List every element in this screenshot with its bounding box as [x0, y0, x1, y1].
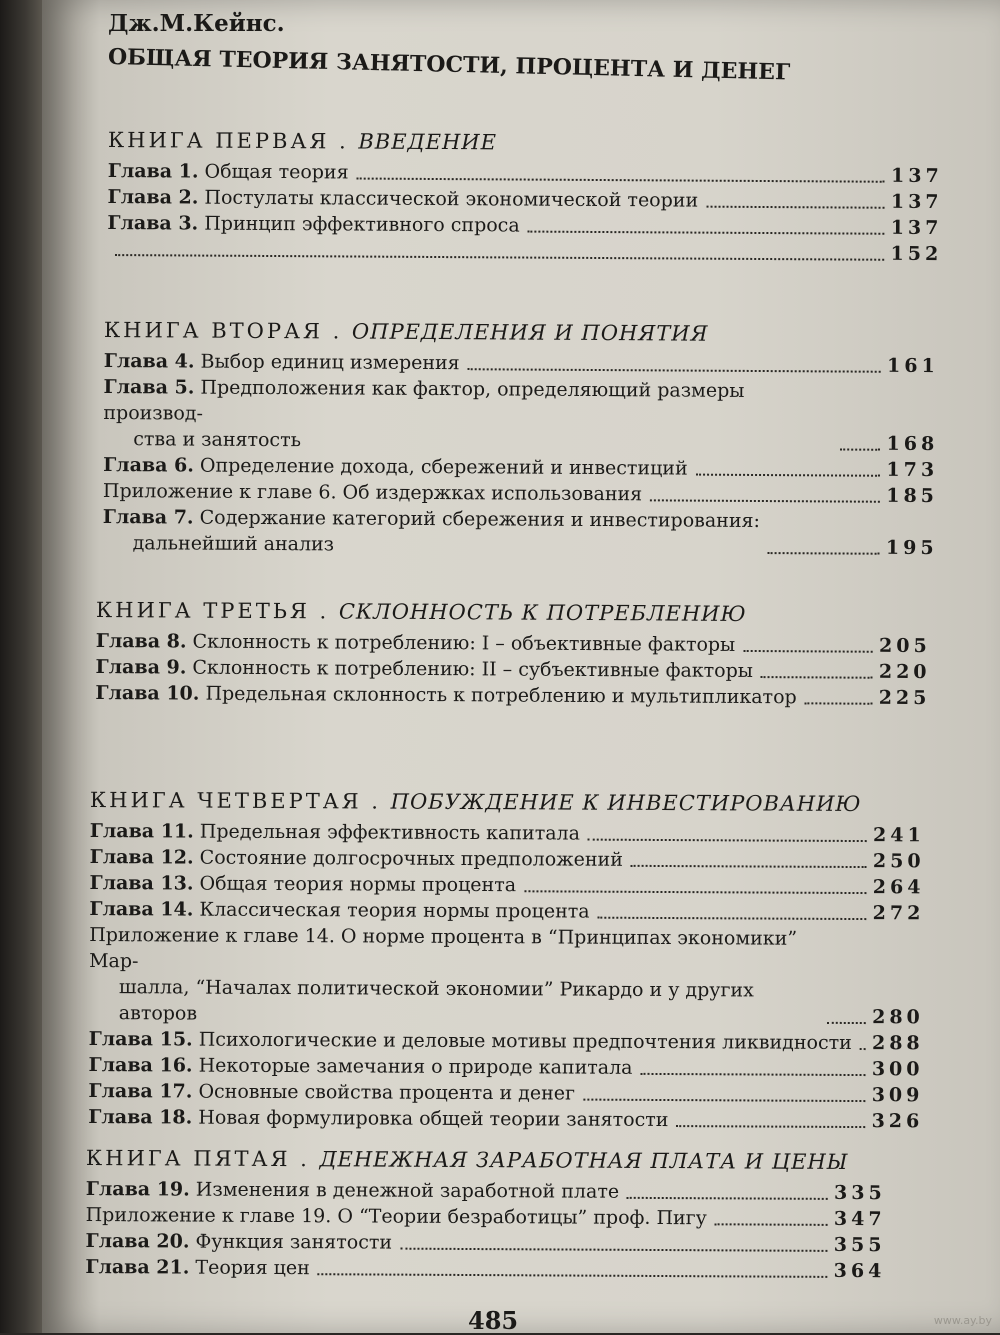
dot-leader — [640, 1073, 865, 1076]
book-spine-shadow — [0, 0, 42, 1333]
book-name: КНИГА ПЕРВАЯ — [107, 128, 330, 154]
page-number: 335 — [834, 1181, 886, 1205]
page-number: 264 — [872, 876, 925, 899]
dot-leader — [357, 178, 885, 183]
page-number: 250 — [872, 850, 925, 873]
chapter-number: Глава 11. — [89, 819, 194, 843]
chapter-number: Глава 21. — [85, 1255, 190, 1279]
dot-leader — [627, 1197, 828, 1200]
book-section-2 — [103, 318, 939, 561]
chapter-title: Основные свойства процента и денег — [198, 1080, 576, 1105]
chapter-title: Предельная эффективность капитала — [199, 820, 581, 845]
dot-leader — [715, 1223, 828, 1226]
chapter-title: Общая теория нормы процента — [199, 872, 517, 897]
appendix-title: Приложение к главе 6. Об издержках использования — [102, 479, 643, 506]
dot-leader — [588, 839, 867, 842]
chapter-title: Общая теория — [204, 160, 349, 184]
book-subtitle: ПОБУЖДЕНИЕ К ИНВЕСТИРОВАНИЮ — [390, 789, 862, 817]
chapter-number: Глава 1. — [107, 159, 199, 183]
chapter-number: Глава 15. — [88, 1027, 193, 1051]
chapter-title: Классическая теория нормы процента — [199, 898, 590, 923]
dot-leader — [676, 1125, 865, 1128]
book-header: КНИГА ТРЕТЬЯ . СКЛОННОСТЬ К ПОТРЕБЛЕНИЮ — [95, 598, 747, 626]
chapter-number: Глава 4. — [103, 349, 195, 373]
chapter-title: Склонность к потреблению: I – объективные факторы — [192, 630, 736, 656]
chapter-number: Глава 14. — [89, 897, 194, 921]
page-number: 364 — [833, 1259, 886, 1283]
dot-leader — [115, 254, 884, 261]
page-number: 137 — [890, 190, 943, 214]
toc-entry[interactable] — [95, 680, 930, 711]
dot-leader — [827, 1022, 866, 1024]
page-number: 309 — [871, 1084, 924, 1107]
chapter-title-continuation: ства и занятость — [133, 428, 302, 452]
chapter-number: Глава 12. — [89, 845, 194, 869]
chapter-number: Глава 2. — [107, 185, 199, 209]
page-number: 347 — [833, 1207, 886, 1231]
toc-entry[interactable] — [88, 1104, 923, 1134]
dot-leader — [805, 702, 873, 704]
toc-entry[interactable] — [89, 922, 925, 1030]
chapter-number: Глава 20. — [85, 1229, 190, 1253]
appendix-title: Приложение к главе 19. О “Теории безработицы” проф. Пигу — [85, 1203, 707, 1230]
book-name: КНИГА ВТОРАЯ — [103, 318, 324, 344]
chapter-title: Состояние долгосрочных предположений — [199, 846, 623, 871]
page-number: 205 — [878, 634, 931, 658]
watermark: www.ay.by — [933, 1314, 992, 1327]
appendix-title: Приложение к главе 14. О норме процента в “Принципах экономики” Мар- — [89, 923, 798, 973]
dot-leader — [696, 474, 881, 477]
page-number: 173 — [886, 458, 939, 482]
toc-entry[interactable] — [107, 236, 942, 267]
chapter-number: Глава 6. — [103, 453, 194, 477]
page-number: 168 — [886, 432, 939, 456]
book-name: КНИГА ТРЕТЬЯ — [95, 598, 310, 624]
author-name: Дж.М.Кейнс. — [108, 10, 285, 37]
toc-entry[interactable] — [107, 210, 942, 241]
dot-leader — [598, 917, 867, 920]
chapter-number: Глава 17. — [88, 1079, 193, 1103]
chapter-title: Теория цен — [195, 1256, 310, 1280]
chapter-title: Определение дохода, сбережений и инвестиций — [199, 454, 688, 480]
dot-leader — [318, 1273, 828, 1278]
chapter-title: Некоторые замечания о природе капитала — [198, 1054, 633, 1079]
book-section-5 — [85, 1146, 886, 1284]
book-section-4 — [88, 788, 925, 1134]
page-number: 225 — [878, 686, 931, 710]
chapter-title: Психологические и деловые мотивы предпочтения ликвидности — [198, 1028, 852, 1054]
chapter-number: Глава 8. — [95, 629, 187, 653]
chapter-title: Новая формулировка общей теории занятости — [198, 1106, 669, 1132]
dot-leader — [761, 676, 873, 679]
page-number: 137 — [890, 164, 943, 188]
book-header: КНИГА ЧЕТВЕРТАЯ . ПОБУЖДЕНИЕ К ИНВЕСТИРОВАНИЮ — [89, 788, 862, 817]
chapter-number: Глава 19. — [85, 1177, 190, 1201]
dot-leader — [468, 368, 881, 373]
book-name: КНИГА ПЯТАЯ — [85, 1146, 291, 1172]
page-number: 272 — [872, 902, 925, 925]
page-number: 326 — [871, 1110, 924, 1133]
toc-content — [85, 0, 948, 1335]
page-number: 280 — [872, 1006, 924, 1029]
chapter-number: Глава 5. — [103, 375, 195, 399]
book-header: КНИГА ПЯТАЯ . ДЕНЕЖНАЯ ЗАРАБОТНАЯ ПЛАТА И ЦЕНЫ — [85, 1146, 849, 1174]
chapter-number: Глава 9. — [95, 655, 187, 679]
chapter-number: Глава 13. — [89, 871, 194, 895]
chapter-title: Содержание категорий сбережения и инвестирования: — [199, 506, 761, 533]
dot-leader — [743, 650, 873, 653]
chapter-title: Функция занятости — [195, 1230, 393, 1254]
dot-leader — [524, 890, 867, 894]
chapter-title: Склонность к потреблению: II – субъективные факторы — [192, 656, 754, 683]
dot-leader — [400, 1248, 828, 1252]
chapter-number: Глава 18. — [88, 1105, 193, 1129]
chapter-title: Предположения как фактор, определяющий размеры производ- — [103, 376, 745, 425]
page-number: 300 — [871, 1058, 924, 1081]
dot-leader — [528, 231, 885, 235]
dot-leader — [860, 1048, 866, 1050]
book-section-3 — [95, 598, 931, 711]
page-number: 288 — [871, 1032, 924, 1055]
page-number: 195 — [885, 536, 938, 560]
page-number: 355 — [833, 1233, 886, 1257]
book-header: КНИГА ПЕРВАЯ . ВВЕДЕНИЕ — [107, 128, 498, 155]
chapter-number: Глава 3. — [107, 211, 199, 235]
dot-leader — [706, 206, 885, 209]
book-title: ОБЩАЯ ТЕОРИЯ ЗАНЯТОСТИ, ПРОЦЕНТА И ДЕНЕГ — [107, 44, 791, 86]
chapter-number: Глава 16. — [88, 1053, 193, 1077]
book-section-1 — [107, 128, 943, 267]
page-number: 161 — [886, 354, 939, 378]
book-subtitle: ДЕНЕЖНАЯ ЗАРАБОТНАЯ ПЛАТА И ЦЕНЫ — [319, 1147, 849, 1174]
book-subtitle: СКЛОННОСТЬ К ПОТРЕБЛЕНИЮ — [338, 599, 747, 626]
dot-leader — [583, 1099, 866, 1102]
dot-leader — [650, 499, 880, 502]
chapter-title: Принцип эффективного спроса — [204, 212, 520, 237]
dot-leader — [631, 865, 867, 868]
toc-entry[interactable] — [103, 504, 938, 561]
dot-leader — [768, 552, 880, 555]
chapter-title: Выбор единиц измерения — [200, 350, 460, 375]
page-footer-number: 485 — [468, 1306, 519, 1335]
book-header: КНИГА ВТОРАЯ . ОПРЕДЕЛЕНИЯ И ПОНЯТИЯ — [103, 318, 709, 346]
toc-entry[interactable] — [103, 374, 938, 457]
chapter-number: Глава 7. — [102, 505, 194, 529]
chapter-title: Изменения в денежной заработной плате — [195, 1178, 620, 1203]
chapter-title: Предельная склонность к потреблению и мультипликатор — [205, 682, 797, 709]
book-subtitle: ВВЕДЕНИЕ — [358, 129, 498, 155]
toc-entry[interactable] — [85, 1254, 885, 1284]
chapter-title-continuation: дальнейший анализ — [132, 532, 335, 556]
page-number: 241 — [873, 824, 925, 847]
dot-leader — [841, 449, 881, 451]
book-subtitle: ОПРЕДЕЛЕНИЯ И ПОНЯТИЯ — [351, 319, 709, 346]
page-number: 220 — [878, 660, 931, 684]
page-number: 185 — [886, 484, 938, 508]
page-number: 152 — [890, 242, 943, 266]
chapter-number: Глава 10. — [95, 681, 200, 705]
appendix-title-continuation: шалла, “Началах политической экономии” Рикардо и у других авторов — [118, 976, 754, 1025]
chapter-title: Постулаты классической экономической теории — [204, 186, 699, 212]
page-number: 137 — [890, 216, 943, 240]
book-name: КНИГА ЧЕТВЕРТАЯ — [89, 788, 362, 814]
